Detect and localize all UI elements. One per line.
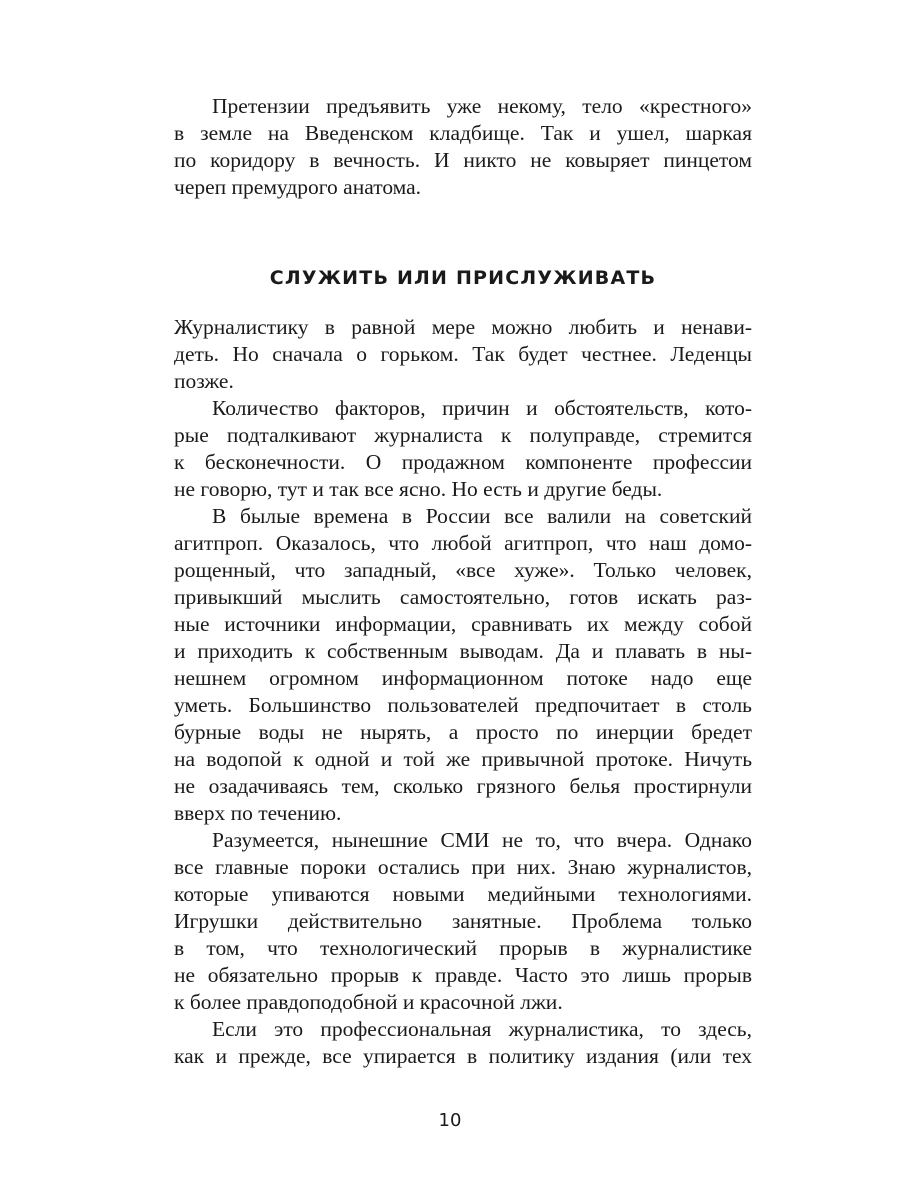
text-line: как и прежде, все упирается в политику издания (или тех [174, 1044, 752, 1068]
text-line: не говорю, тут и так все ясно. Но есть и другие беды. [174, 477, 663, 501]
text-line: рые подталкивают журналиста к полуправде, стремится [174, 423, 752, 447]
text-line: по коридору в вечность. И никто не ковыряет пинцетом [174, 148, 752, 172]
text-line: агитпроп. Оказалось, что любой агитпроп, что наш домо- [174, 531, 752, 555]
text-line: в земле на Введенском кладбище. Так и ушел, шаркая [174, 121, 752, 145]
paragraph-6 [174, 1016, 752, 1070]
paragraph-5 [174, 827, 752, 1016]
text-line: все главные пороки остались при них. Знаю журналистов, [174, 855, 752, 879]
paragraph-1 [174, 93, 752, 201]
text-line: рощенный, что западный, «все хуже». Только человек, [174, 558, 752, 582]
text-line: привыкший мыслить самостоятельно, готов искать раз- [174, 585, 752, 609]
paragraph-4 [174, 503, 752, 827]
text-line: позже. [174, 369, 234, 393]
text-line: уметь. Большинство пользователей предпочитает в столь [174, 693, 752, 717]
paragraph-3 [174, 395, 752, 503]
text-line: к бесконечности. О продажном компоненте профессии [174, 450, 752, 474]
text-line: Количество факторов, причин и обстоятельств, кото- [212, 396, 752, 420]
text-line: Если это профессиональная журналистика, то здесь, [212, 1017, 752, 1041]
paragraph-2 [174, 314, 752, 395]
text-line: бурные воды не нырять, а просто по инерции бредет [174, 720, 752, 744]
text-line: к более правдоподобной и красочной лжи. [174, 990, 563, 1014]
text-line: В былые времена в России все валили на советский [212, 504, 752, 528]
text-line: Разумеется, нынешние СМИ не то, что вчера. Однако [212, 828, 752, 852]
text-line: которые упиваются новыми медийными технологиями. [174, 882, 752, 906]
text-line: ные источники информации, сравнивать их между собой [174, 612, 752, 636]
text-line: Претензии предъявить уже некому, тело «крестного» [212, 94, 752, 118]
text-line: деть. Но сначала о горьком. Так будет честнее. Леденцы [174, 342, 752, 366]
text-line: вверх по течению. [174, 801, 342, 825]
text-line: Игрушки действительно занятные. Проблема только [174, 909, 752, 933]
text-line: Журналистику в равной мере можно любить и ненави- [174, 315, 752, 339]
text-line: нешнем огромном информационном потоке надо еще [174, 666, 752, 690]
text-line: на водопой к одной и той же привычной протоке. Ничуть [174, 747, 752, 771]
section-heading: СЛУЖИТЬ ИЛИ ПРИСЛУЖИВАТЬ [269, 267, 657, 289]
text-line: не обязательно прорыв к правде. Часто это лишь прорыв [174, 963, 752, 987]
text-line: в том, что технологический прорыв в журналистике [174, 936, 752, 960]
text-line: и приходить к собственным выводам. Да и плавать в ны- [174, 639, 752, 663]
page-number: 10 [438, 1110, 462, 1131]
text-line: не озадачиваясь тем, сколько грязного белья простирнули [174, 774, 752, 798]
text-line: череп премудрого анатома. [174, 175, 422, 199]
